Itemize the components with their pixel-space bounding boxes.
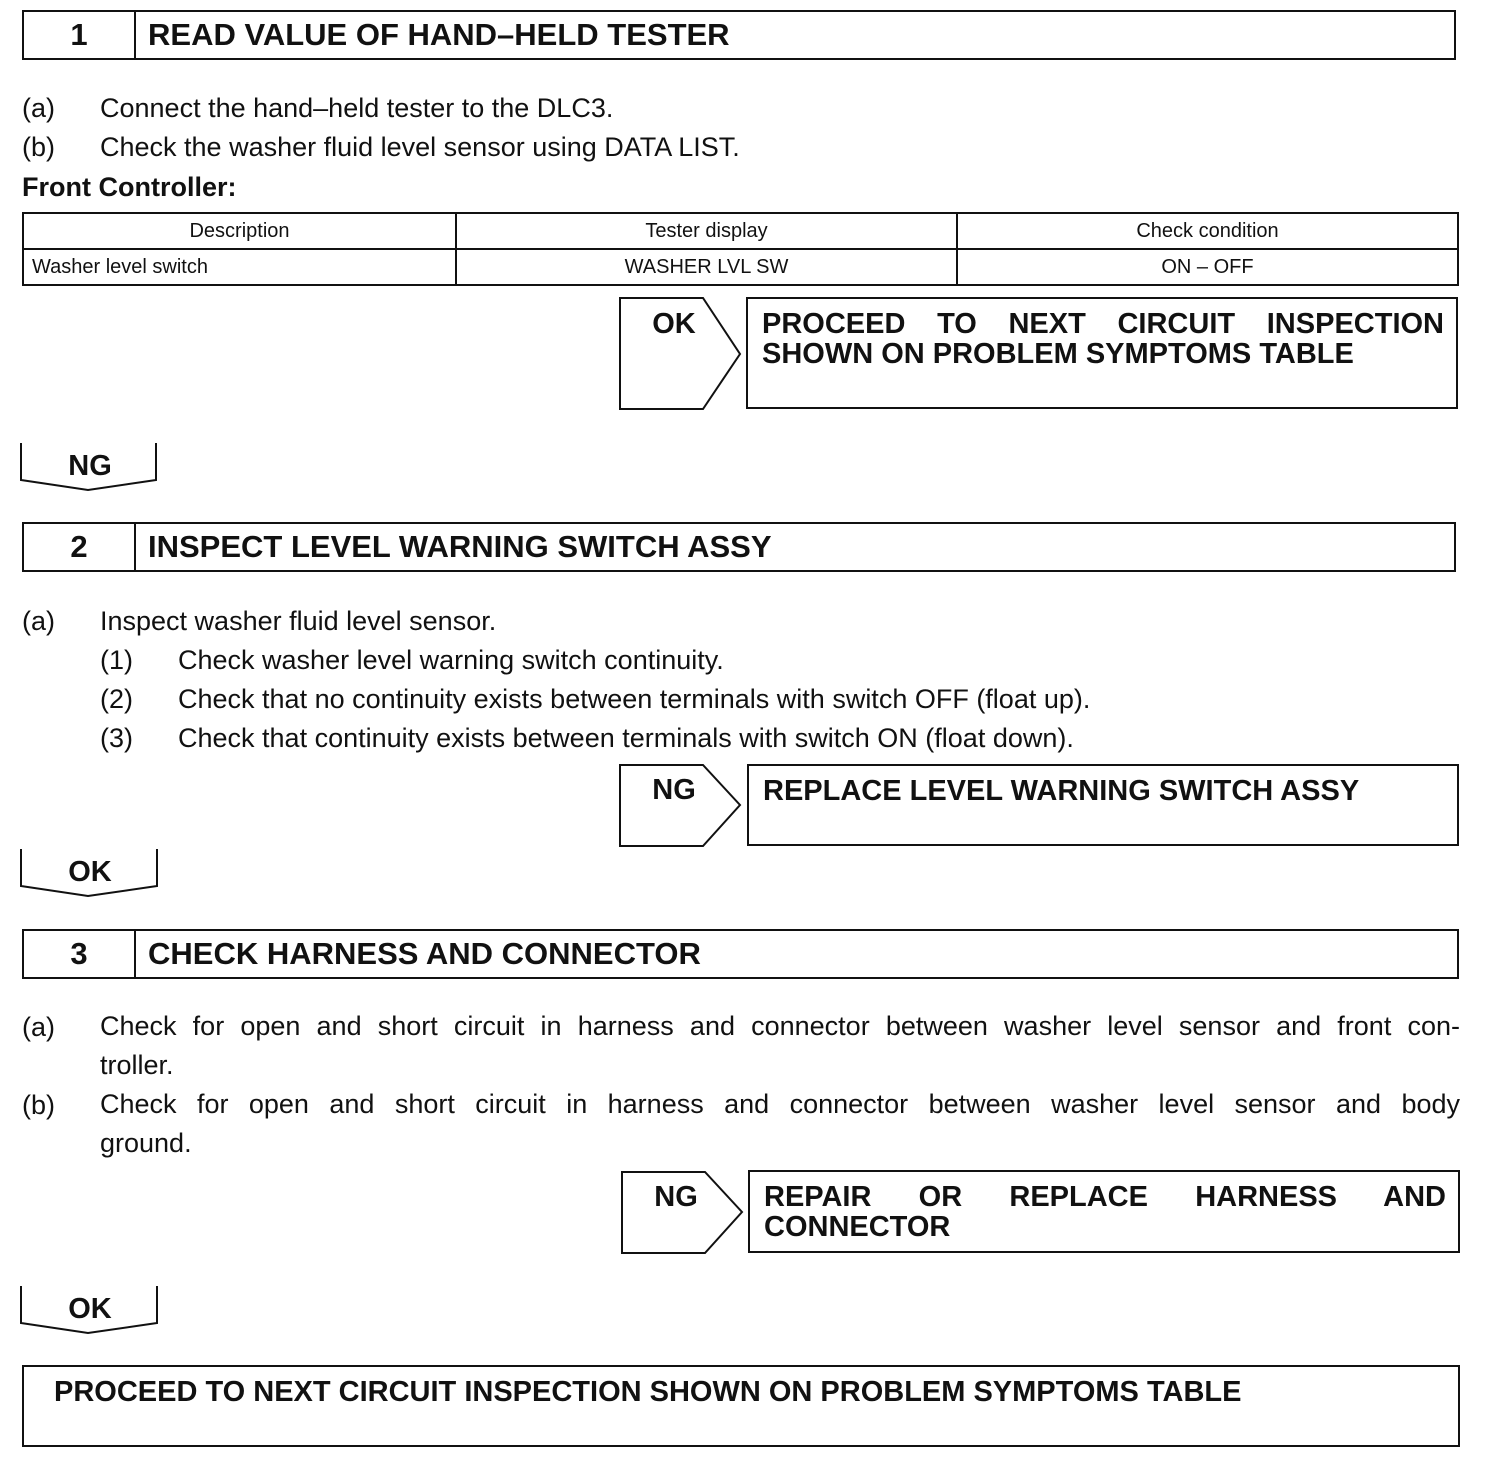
step-3-item-b-text-cont: ground.: [100, 1128, 192, 1158]
step-2-action-box: [747, 764, 1459, 846]
table-header-check-condition: Check condition: [957, 213, 1458, 249]
step-2-branch-label: NG: [652, 774, 696, 806]
step-3-item-b-label: (b): [22, 1090, 55, 1120]
step-3-title: CHECK HARNESS AND CONNECTOR: [148, 936, 701, 971]
step-2-title: INSPECT LEVEL WARNING SWITCH ASSY: [148, 529, 772, 564]
step-3-continue-label: OK: [68, 1293, 112, 1325]
step-2-sub-2-label: (2): [100, 684, 133, 714]
step-1-action-box: [746, 297, 1458, 409]
table-header-tester-display: Tester display: [456, 213, 957, 249]
step-2-header: [22, 522, 1456, 572]
step-1-branch-label: OK: [652, 308, 696, 340]
step-3-item-b-text: Check for open and short circuit in harness and connector between washer level sensor and body: [100, 1089, 1460, 1119]
step-2-sub-3-text: Check that continuity exists between terminals with switch ON (float down).: [178, 723, 1074, 753]
step-3-item-a-text: Check for open and short circuit in harness and connector between washer level sensor and front con-: [100, 1011, 1460, 1041]
table-header-row: [23, 213, 1458, 249]
table-row: [23, 249, 1458, 285]
step-3-number: 3: [24, 931, 136, 977]
step-1-item-b-text: Check the washer fluid level sensor using DATA LIST.: [100, 132, 740, 162]
step-3-action-line-1: REPAIR OR REPLACE HARNESS AND: [764, 1181, 1446, 1213]
step-2-continue-label: OK: [68, 856, 112, 888]
step-3-branch-label: NG: [654, 1181, 698, 1213]
front-controller-heading: Front Controller:: [22, 172, 237, 202]
step-3-action-line-2: CONNECTOR: [764, 1211, 951, 1243]
table-cell-description: Washer level switch: [23, 249, 456, 285]
step-3-item-a-label: (a): [22, 1012, 55, 1042]
table-cell-tester-display: WASHER LVL SW: [456, 249, 957, 285]
step-2-sub-3-label: (3): [100, 723, 133, 753]
final-action-text: PROCEED TO NEXT CIRCUIT INSPECTION SHOWN ON PROBLEM SYMPTOMS TABLE: [54, 1376, 1242, 1408]
step-2-item-a-label: (a): [22, 606, 55, 636]
step-1-action-line-1: PROCEED TO NEXT CIRCUIT INSPECTION: [762, 308, 1444, 340]
step-2-number: 2: [24, 524, 136, 570]
step-2-item-a-text: Inspect washer fluid level sensor.: [100, 606, 497, 636]
data-list-table: [22, 212, 1459, 286]
step-3-item-a-text-cont: troller.: [100, 1050, 174, 1080]
table-header-description: Description: [23, 213, 456, 249]
step-1-item-a-label: (a): [22, 93, 55, 123]
step-1-action-line-2: SHOWN ON PROBLEM SYMPTOMS TABLE: [762, 338, 1354, 370]
step-3-header: [22, 929, 1459, 979]
step-1-item-b-label: (b): [22, 132, 55, 162]
step-3-item-a-paragraph: [100, 1007, 1460, 1085]
step-3-item-b-paragraph: [100, 1085, 1460, 1163]
step-3-action-box: [748, 1170, 1460, 1253]
step-2-sub-1-label: (1): [100, 645, 133, 675]
step-1-continue-label: NG: [68, 450, 112, 482]
step-1-title: READ VALUE OF HAND–HELD TESTER: [148, 17, 730, 52]
step-2-action-line-1: REPLACE LEVEL WARNING SWITCH ASSY: [763, 775, 1360, 807]
step-2-sub-1-text: Check washer level warning switch continuity.: [178, 645, 724, 675]
step-1-number: 1: [24, 12, 136, 58]
step-1-header: [22, 10, 1456, 60]
step-2-sub-2-text: Check that no continuity exists between terminals with switch OFF (float up).: [178, 684, 1091, 714]
step-1-item-a-text: Connect the hand–held tester to the DLC3.: [100, 93, 614, 123]
final-action-box: [22, 1365, 1460, 1447]
table-cell-check-condition: ON – OFF: [957, 249, 1458, 285]
